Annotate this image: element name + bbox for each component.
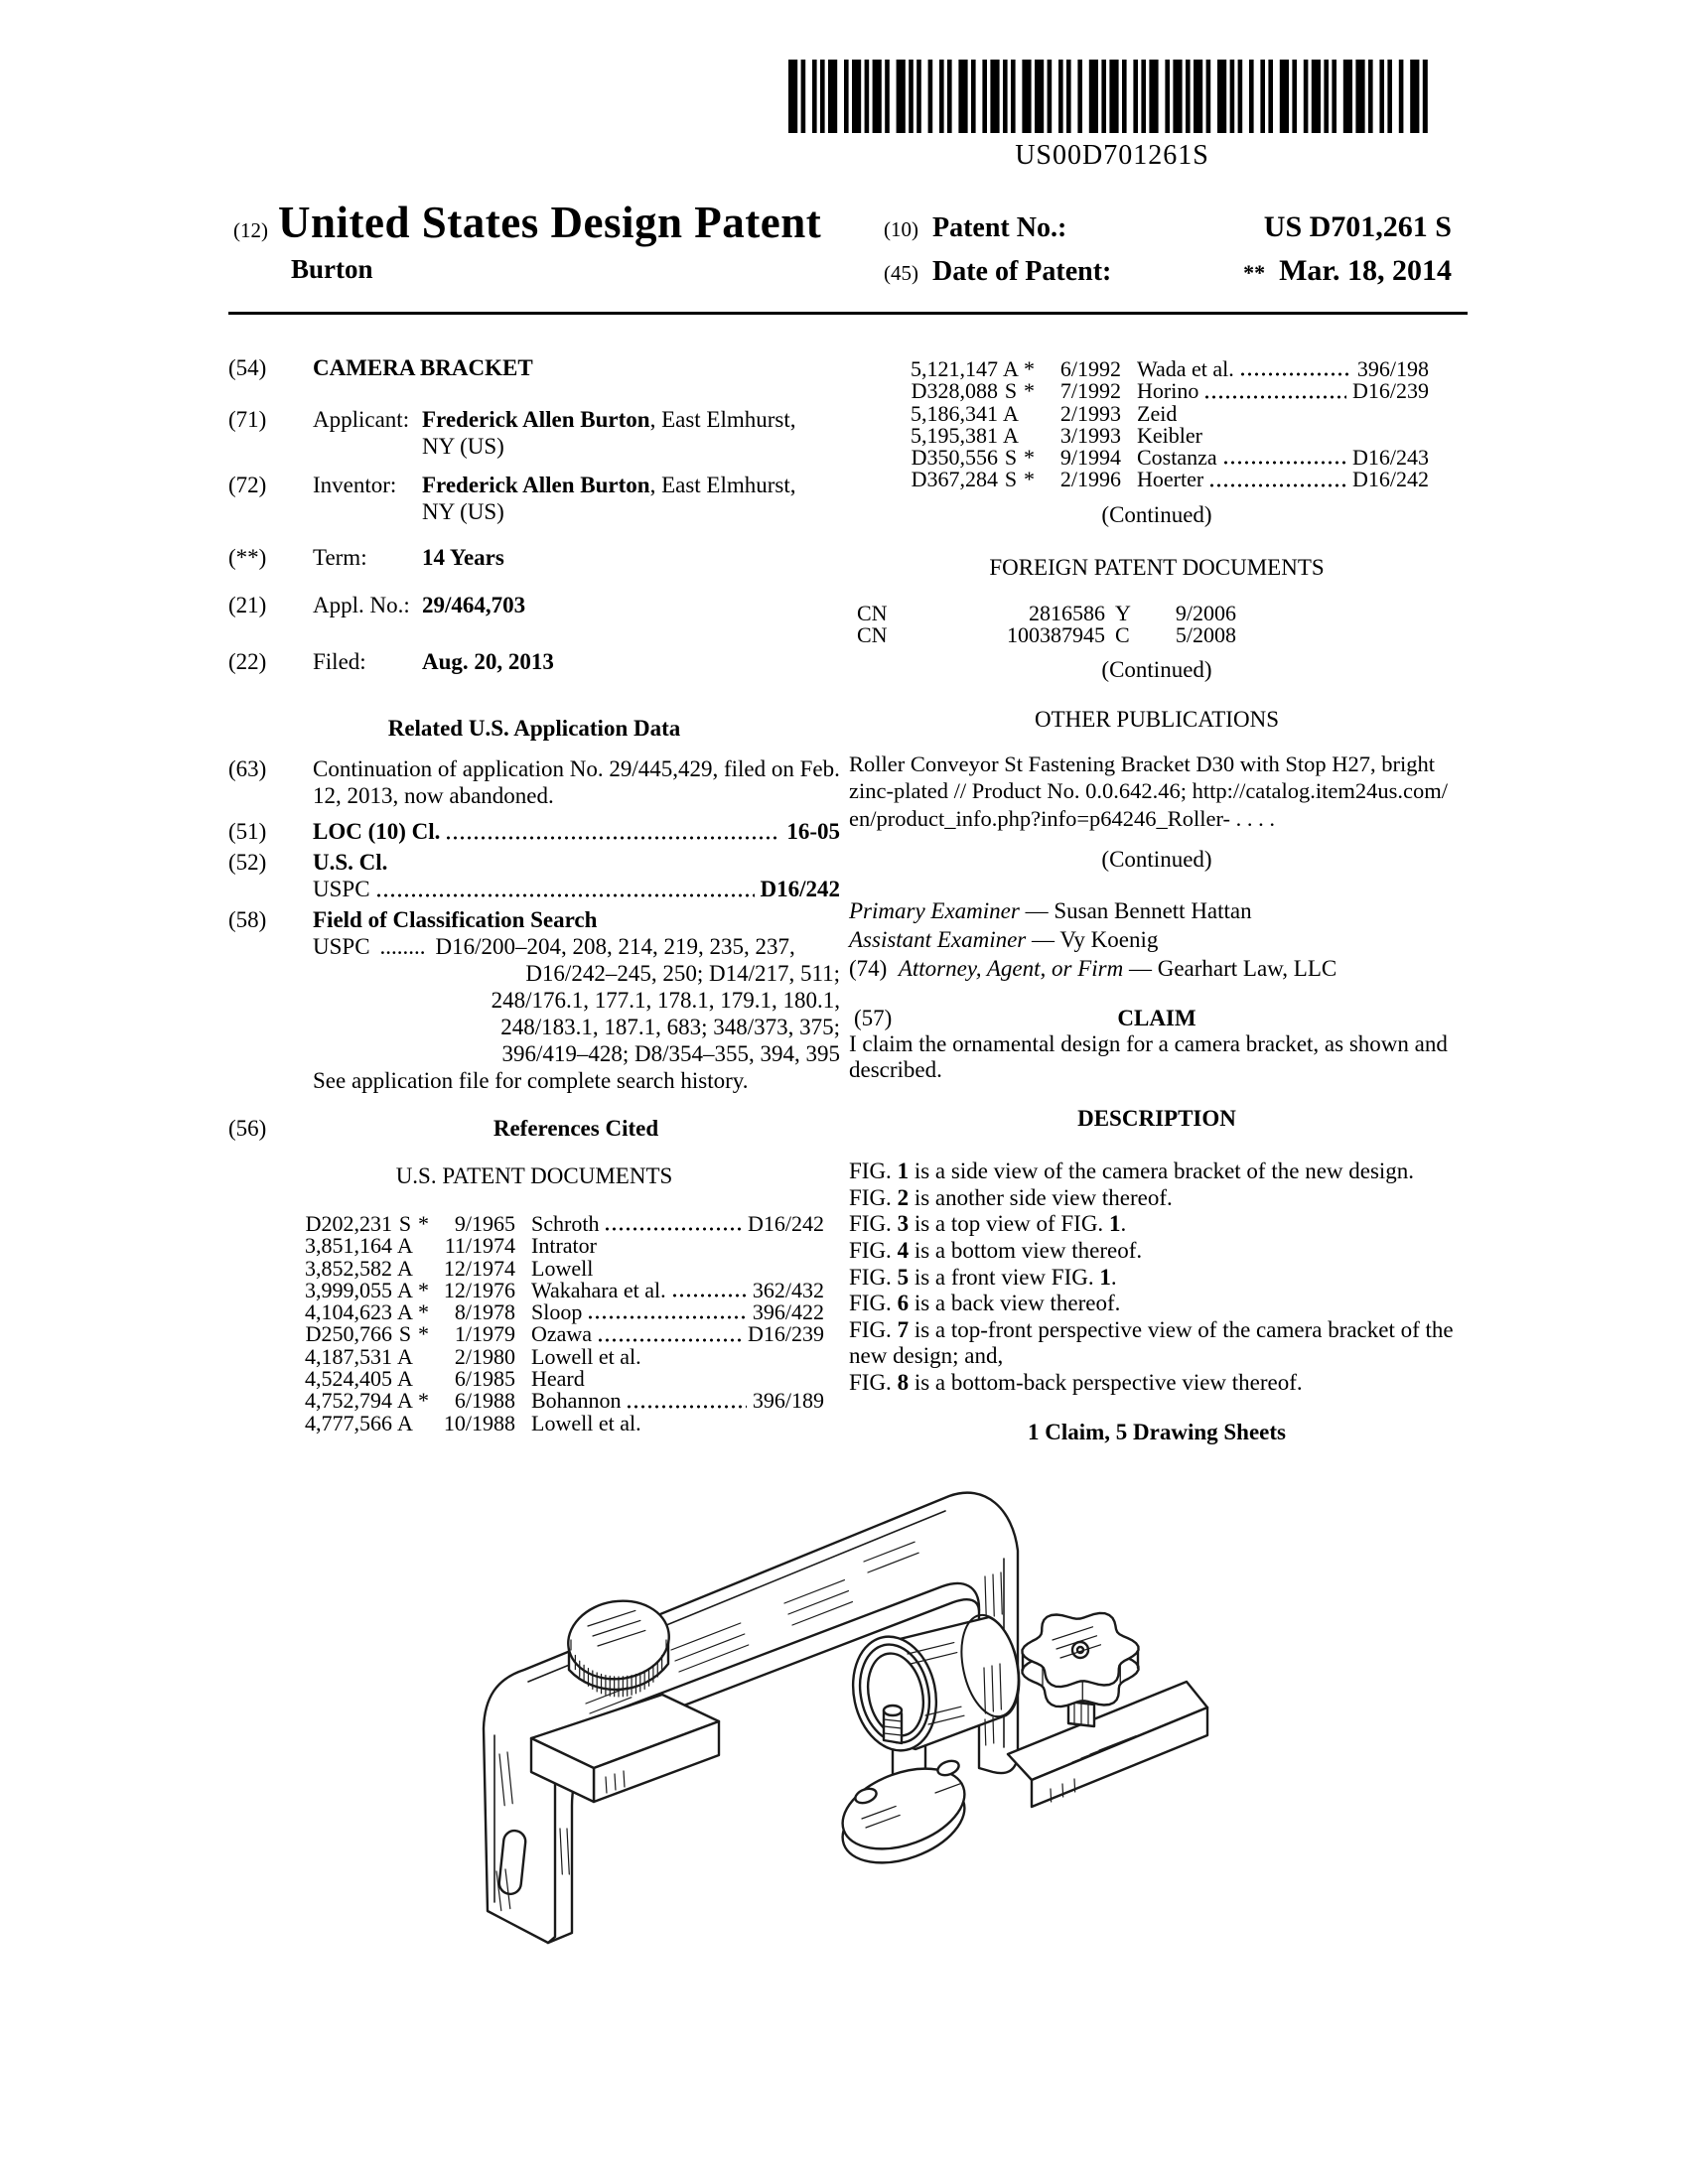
dot-leader <box>672 1287 747 1298</box>
continued-note-2: (Continued) <box>1101 656 1212 682</box>
figure-descriptions <box>849 1159 1465 1396</box>
primary-examiner-name: — Susan Bennett Hattan <box>1019 898 1252 924</box>
us-ref-row: D250,766 S * 1/1979 Ozawa D16/239 <box>305 1321 824 1347</box>
publication-line: zinc-plated // Product No. 0.0.642.46; http://catalog.item24us.com/ <box>849 778 1449 804</box>
attorney-line: (74) Attorney, Agent, or Firm — Gearhart Law, LLC <box>849 956 1337 982</box>
publication-line: Roller Conveyor St Fastening Bracket D30 with Stop H27, bright <box>849 751 1435 776</box>
term-asterisks: ** <box>1243 260 1266 285</box>
field-51-loc: (51) LOC (10) Cl. 16-05 <box>228 819 840 844</box>
us-ref-row: 4,187,531 A 2/1980 Lowell et al. <box>305 1343 641 1369</box>
dot-leader <box>588 1308 747 1320</box>
foreign-documents-header: FOREIGN PATENT DOCUMENTS <box>989 554 1325 580</box>
assistant-examiner-name: — Vy Koenig <box>1026 927 1159 953</box>
references-cited-header: References Cited <box>492 1116 659 1141</box>
barcode-bars <box>786 60 1438 133</box>
patent-no-label: Patent No.: <box>932 212 1067 243</box>
term-value: 14 Years <box>422 545 504 570</box>
us-ref-row: 5,195,381 A 3/1993 Keibler <box>911 422 1202 448</box>
us-ref-row: D202,231 S * 9/1965 Schroth D16/242 <box>305 1211 824 1236</box>
field-22-filed: (22) Filed: Aug. 20, 2013 <box>228 649 554 674</box>
patent-date: Mar. 18, 2014 <box>1279 254 1452 287</box>
assistant-examiner-line: Assistant Examiner — Vy Koenig <box>849 927 1159 953</box>
patent-number: US D701,261 S <box>1263 210 1452 243</box>
page-title: United States Design Patent <box>278 198 822 247</box>
foreign-ref-row: CN 2816586 Y 9/2006 <box>857 600 1236 625</box>
us-ref-row: 4,104,623 A * 8/1978 Sloop 396/422 <box>305 1299 824 1325</box>
us-ref-row: D350,556 S * 9/1994 Costanza D16/243 <box>911 445 1429 471</box>
dot-leader <box>627 1398 746 1410</box>
uspc-line: 248/183.1, 187.1, 683; 348/373, 375; <box>500 1015 840 1039</box>
continued-note-1: (Continued) <box>1101 501 1212 527</box>
field-term: (**) Term: 14 Years <box>228 545 504 570</box>
us-ref-row: D328,088 S * 7/1992 Horino D16/239 <box>911 378 1429 404</box>
us-ref-row: 4,524,405 A 6/1985 Heard <box>305 1366 585 1392</box>
figure-description-line: FIG. 3 is a top view of FIG. 1. <box>849 1211 1127 1237</box>
dot-leader <box>598 1331 742 1343</box>
other-publication-text <box>849 751 1465 833</box>
us-ref-row: 3,999,055 A * 12/1976 Wakahara et al. 362/432 <box>305 1277 824 1302</box>
us-ref-row: 5,121,147 A * 6/1992 Wada et al. 396/198 <box>911 356 1429 381</box>
uspc-dots: ........ <box>379 934 426 959</box>
inventor-surname: Burton <box>291 254 373 284</box>
figure-description-line: FIG. 1 is a side view of the camera bracket of the new design. <box>849 1159 1415 1184</box>
us-ref-row: 5,186,341 A 2/1993 Zeid <box>911 400 1178 426</box>
foreign-references-table <box>849 600 1465 648</box>
claim-text: I claim the ornamental design for a camera bracket, as shown and described. <box>849 1031 1448 1083</box>
filing-date: Aug. 20, 2013 <box>422 649 554 674</box>
figure-description-line: FIG. 7 is a top-front perspective view of the camera bracket of the new design; and, <box>849 1316 1454 1369</box>
figure-description-line: FIG. 4 is a bottom view thereof. <box>849 1238 1143 1264</box>
us-ref-row: 3,852,582 A 12/1974 Lowell <box>305 1255 594 1281</box>
description-header: DESCRIPTION <box>1077 1106 1236 1132</box>
continuation-text: Continuation of application No. 29/445,429, filed on Feb. 12, 2013, now abandoned. <box>313 756 840 808</box>
header-left <box>233 197 869 285</box>
uspc-class: D16/242 <box>760 877 840 901</box>
dot-leader <box>1209 477 1346 488</box>
other-publications-header: OTHER PUBLICATIONS <box>1035 706 1279 732</box>
uspc-line: USPC ........ D16/200–204, 208, 214, 219, 235, 237, <box>313 934 795 959</box>
left-column <box>228 342 840 1434</box>
uspc-search-lines <box>313 933 840 1067</box>
figure-description-line: FIG. 6 is a back view thereof. <box>849 1291 1121 1316</box>
loc-class: 16-05 <box>786 819 840 844</box>
field-56-references: (56) References Cited <box>228 1115 840 1142</box>
barcode-text: US00D701261S <box>1015 140 1209 171</box>
kind-code: (12) <box>233 218 268 242</box>
dot-leader <box>1204 388 1346 400</box>
us-patent-documents-header: U.S. PATENT DOCUMENTS <box>395 1163 673 1188</box>
patent-no-tag: (10) <box>884 217 918 241</box>
application-number: 29/464,703 <box>422 593 526 617</box>
publication-line: en/product_info.php?info=p64246_Roller- . . . . <box>849 805 1276 831</box>
us-ref-row: 4,777,566 A 10/1988 Lowell et al. <box>305 1410 641 1435</box>
claim-header: CLAIM <box>1117 1006 1196 1031</box>
uspc-line: 396/419–428; D8/354–355, 394, 395 <box>501 1041 840 1066</box>
uspc-line: D16/242–245, 250; D14/217, 511; <box>525 961 840 986</box>
us-references-continued-table <box>849 358 1465 491</box>
continued-note-3: (Continued) <box>1101 847 1212 873</box>
us-references-table <box>228 1213 840 1434</box>
claims-sheets-note: 1 Claim, 5 Drawing Sheets <box>1027 1419 1287 1444</box>
right-column <box>849 342 1465 1445</box>
field-63-continuation: (63) Continuation of application No. 29/445,429, filed on Feb. 12, 2013, now abandoned. <box>228 756 840 808</box>
related-data-header: Related U.S. Application Data <box>387 716 681 741</box>
date-label: Date of Patent: <box>932 256 1112 287</box>
field-21-appl-no: (21) Appl. No.: 29/464,703 <box>228 593 526 617</box>
dot-leader <box>1240 365 1351 377</box>
header-right <box>884 210 1452 288</box>
dot-leader <box>605 1220 742 1232</box>
us-ref-row: 3,851,164 A 11/1974 Intrator <box>305 1233 597 1259</box>
claim-section: (57) CLAIM <box>849 1005 1465 1031</box>
dot-leader <box>446 827 780 841</box>
figure-description-line: FIG. 5 is a front view FIG. 1. <box>849 1264 1117 1290</box>
camera-bracket-figure <box>437 1459 1291 2015</box>
patent-drawing <box>437 1459 1291 2015</box>
field-71-applicant: (71) Applicant: Frederick Allen Burton, East Elmhurst, NY (US) <box>228 407 796 459</box>
figure-description-line: FIG. 2 is another side view thereof. <box>849 1184 1173 1210</box>
barcode <box>784 60 1440 172</box>
inventor-value: Frederick Allen Burton, East Elmhurst, NY (US) <box>422 473 796 524</box>
attorney-name: — Gearhart Law, LLC <box>1123 956 1337 982</box>
date-tag: (45) <box>884 261 918 285</box>
field-58-search: (58) Field of Classification Search USPC ........ D16/200–204, 208, 214, 219, 235, 237, D16/242–245, 250; D14/217, 511; 248/176.1, 177.1, 178.1, 179.1, 180.1, 248/183.1, 187.1, 683; 348/373, 375; 396/419–428; D8/354–355, 394, 395 See application file for complete search history. <box>228 907 840 1093</box>
applicant-value: Frederick Allen Burton, East Elmhurst, NY (US) <box>422 407 796 459</box>
field-72-inventor: (72) Inventor: Frederick Allen Burton, East Elmhurst, NY (US) <box>228 473 796 524</box>
field-52-us-cl: (52) U.S. Cl. USPC D16/242 <box>228 850 840 901</box>
field-54-title: (54) CAMERA BRACKET <box>228 355 533 380</box>
header-divider <box>228 312 1468 315</box>
us-ref-row: D367,284 S * 2/1996 Hoerter D16/242 <box>911 467 1429 492</box>
search-history-note: See application file for complete search history. <box>313 1068 749 1093</box>
primary-examiner-line: Primary Examiner — Susan Bennett Hattan <box>849 898 1252 924</box>
figure-description-line: FIG. 8 is a bottom-back perspective view thereof. <box>849 1370 1303 1396</box>
dot-leader <box>1223 454 1346 466</box>
dot-leader <box>376 885 755 898</box>
invention-title: CAMERA BRACKET <box>313 355 533 380</box>
uspc-line: 248/176.1, 177.1, 178.1, 179.1, 180.1, <box>491 988 840 1013</box>
us-ref-row: 4,752,794 A * 6/1988 Bohannon 396/189 <box>305 1388 824 1414</box>
foreign-ref-row: CN 100387945 C 5/2008 <box>857 622 1236 648</box>
